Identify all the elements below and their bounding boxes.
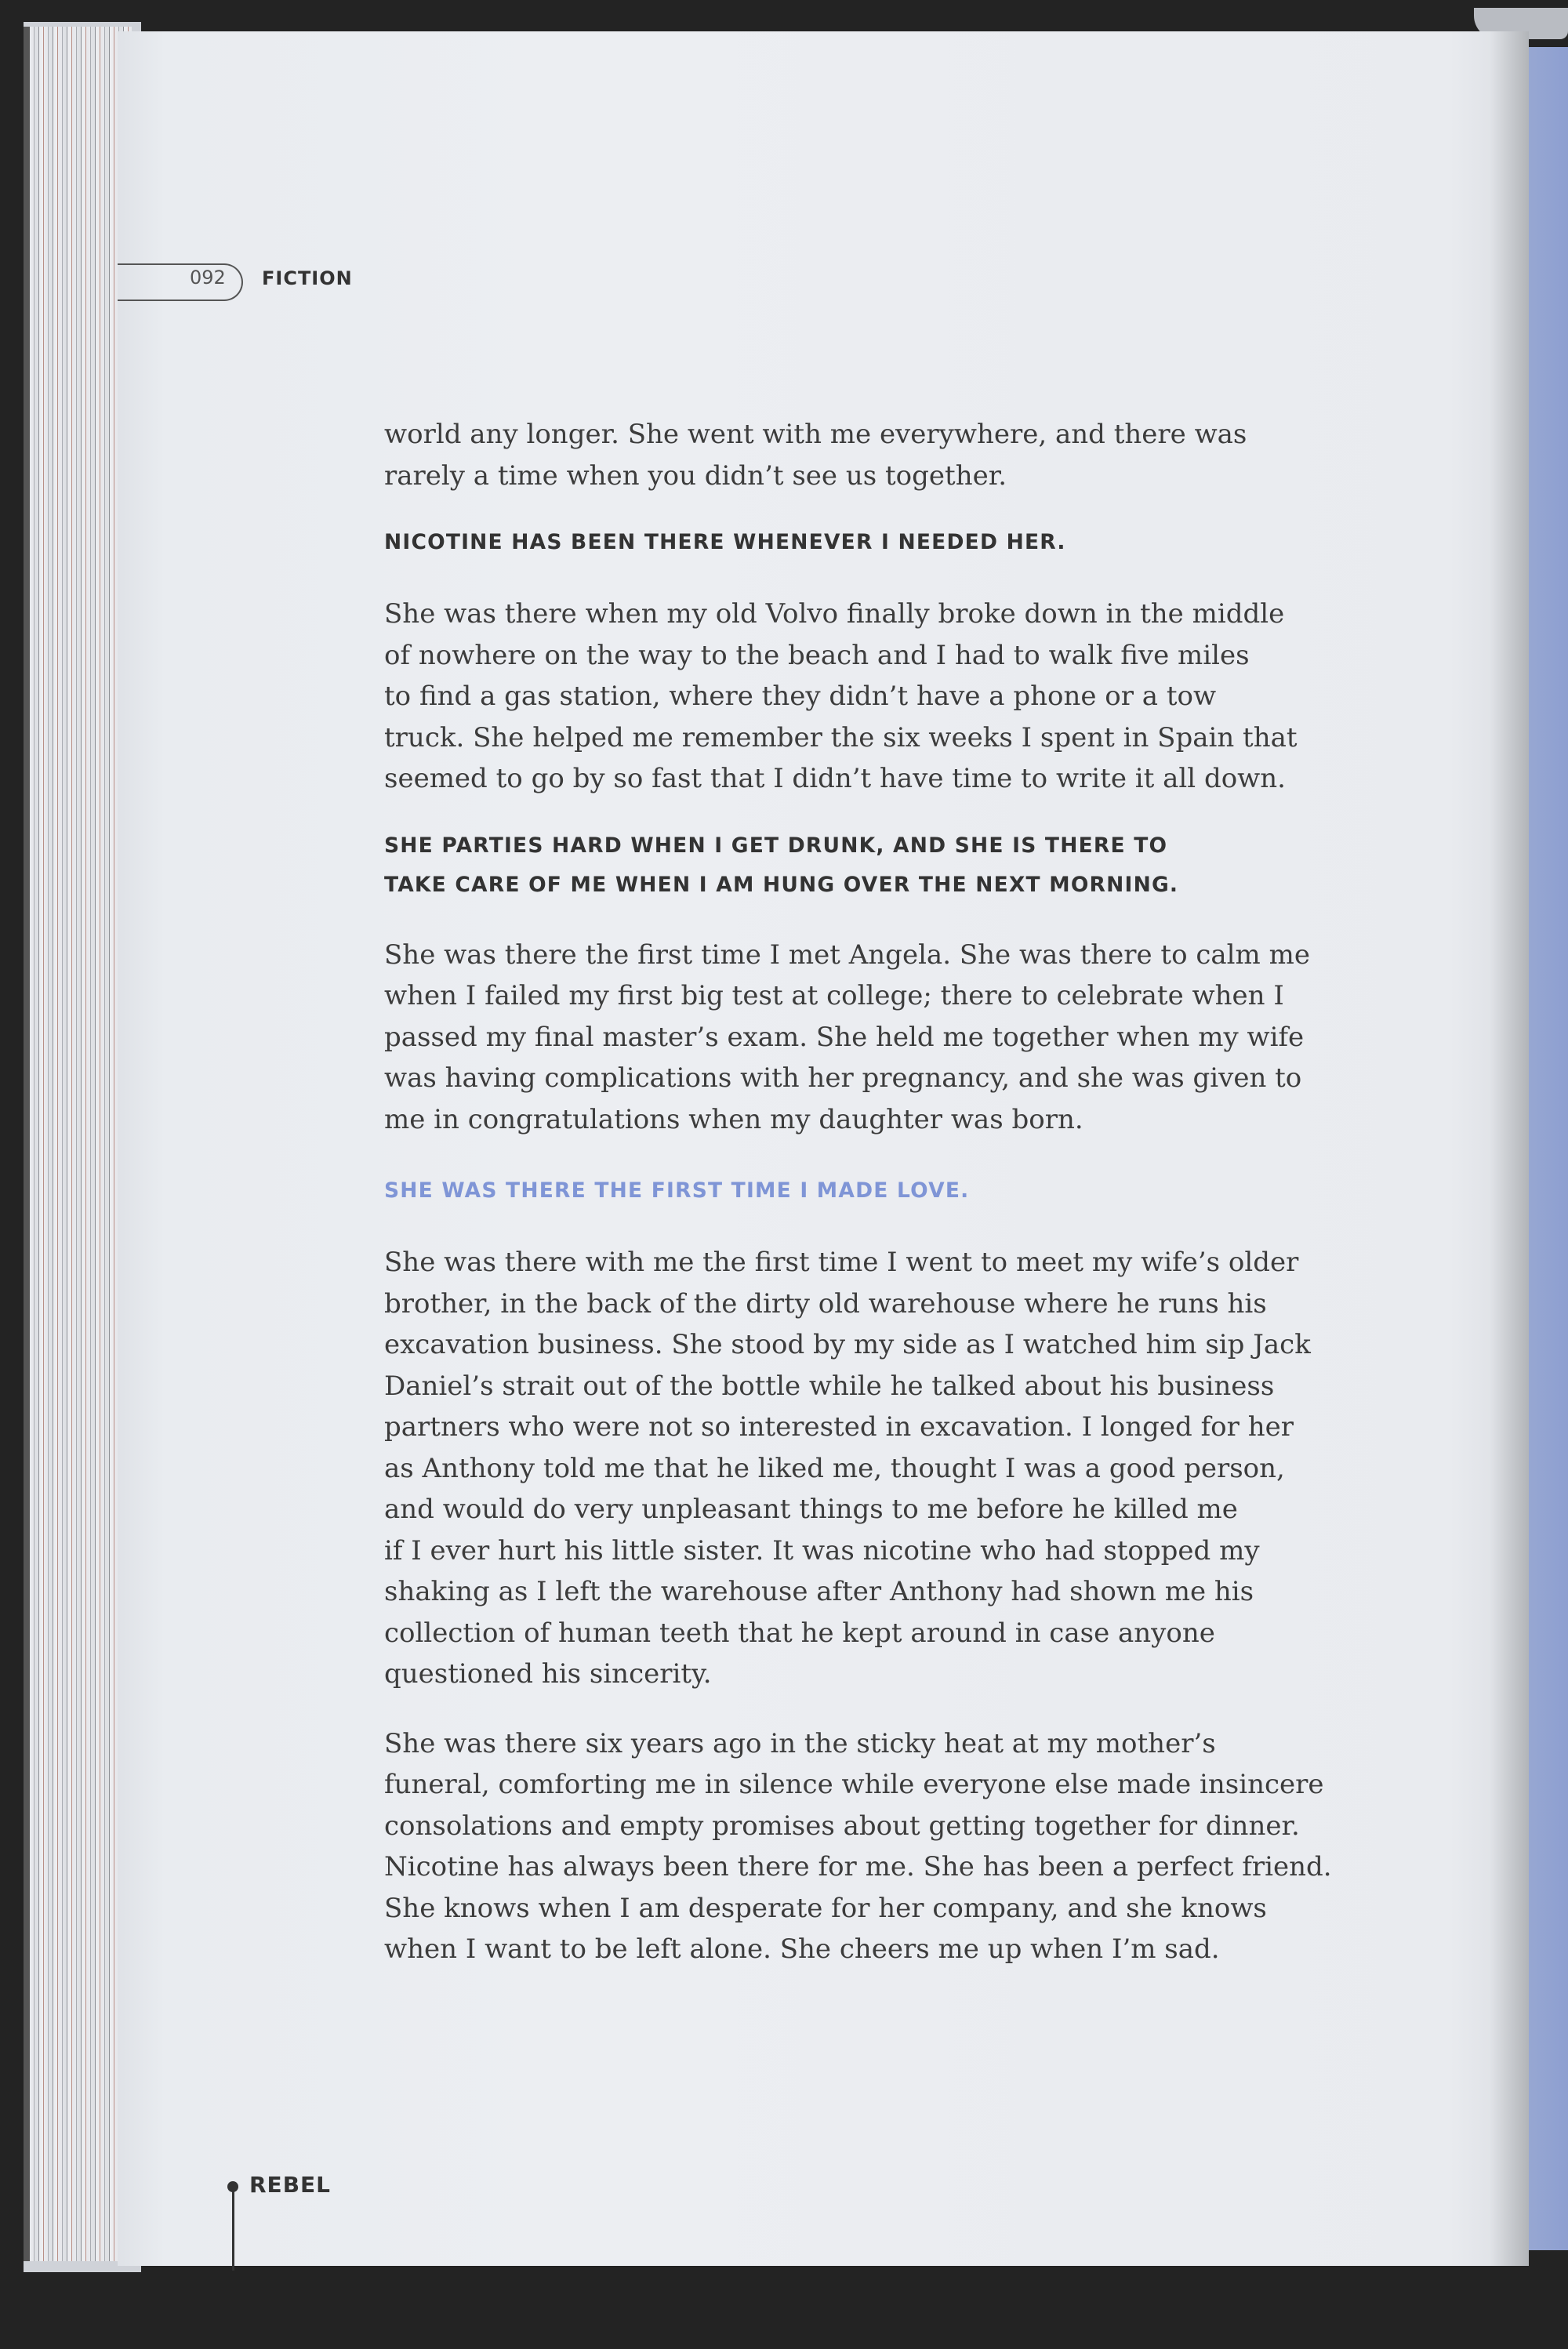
text-line: excavation business. She stood by my side as I watched him sip Jack <box>384 1329 1311 1360</box>
paragraph <box>384 935 1310 1141</box>
text-line: shaking as I left the warehouse after Anthony had shown me his <box>384 1576 1254 1607</box>
text-line: and would do very unpleasant things to me before he killed me <box>384 1494 1238 1525</box>
text-line: rarely a time when you didn’t see us together. <box>384 459 1007 492</box>
text-line: when I want to be left alone. She cheers me up when I’m sad. <box>384 1933 1220 1965</box>
text-line: She knows when I am desperate for her company, and she knows <box>384 1892 1267 1924</box>
text-line: She was there the first time I met Angela. She was there to calm me <box>384 939 1310 971</box>
pull-quote-heading-blue <box>384 1171 1207 1211</box>
footer-label: REBEL <box>249 2172 331 2198</box>
text-line: if I ever hurt his little sister. It was nicotine who had stopped my <box>384 1534 1260 1567</box>
text-line: consolations and empty promises about getting together for dinner. <box>384 1810 1300 1842</box>
text-line: truck. She helped me remember the six weeks I spent in Spain that <box>384 721 1298 753</box>
paragraph <box>384 1242 1311 1695</box>
paragraph <box>384 594 1298 800</box>
text-line: funeral, comforting me in silence while everyone else made insincere <box>384 1769 1324 1800</box>
text-line: seemed to go by so fast that I didn’t have time to write it all down. <box>384 763 1286 794</box>
pull-quote-heading <box>384 826 1207 905</box>
pull-quote-heading <box>384 523 1207 562</box>
text-line: She was there six years ago in the sticky heat at my mother’s <box>384 1727 1216 1759</box>
heading-line: TAKE CARE OF ME WHEN I AM HUNG OVER THE NEXT MORNING. <box>384 872 1179 897</box>
text-line: was having complications with her pregnancy, and she was given to <box>384 1062 1302 1094</box>
text-line: me in congratulations when my daughter was born. <box>384 1103 1083 1135</box>
text-line: questioned his sincerity. <box>384 1658 712 1690</box>
next-page-edge <box>1525 47 1568 2250</box>
text-line: partners who were not so interested in excavation. I longed for her <box>384 1411 1294 1443</box>
section-label: FICTION <box>262 267 353 289</box>
text-line: of nowhere on the way to the beach and I had to walk five miles <box>384 639 1250 671</box>
heading-line: SHE WAS THERE THE FIRST TIME I MADE LOVE. <box>384 1178 970 1203</box>
article-body <box>384 414 1332 1970</box>
text-line: She was there when my old Volvo finally broke down in the middle <box>384 598 1285 630</box>
text-line: She was there with me the first time I went to meet my wife’s older <box>384 1247 1299 1278</box>
text-line: world any longer. She went with me everywhere, and there was <box>384 419 1247 450</box>
text-line: Daniel’s strait out of the bottle while he talked about his business <box>384 1370 1275 1402</box>
paragraph <box>384 1723 1332 1970</box>
heading-line: SHE PARTIES HARD WHEN I GET DRUNK, AND SHE IS THERE TO <box>384 833 1168 858</box>
text-line: brother, in the back of the dirty old warehouse where he runs his <box>384 1287 1267 1320</box>
text-line: passed my final master’s exam. She held me together when my wife <box>384 1021 1305 1053</box>
text-line: collection of human teeth that he kept around in case anyone <box>384 1617 1215 1649</box>
text-line: when I failed my first big test at college; there to celebrate when I <box>384 980 1284 1011</box>
page-stack-shadow <box>24 27 30 2261</box>
page-stack <box>30 27 132 2261</box>
page-number: 092 <box>190 267 226 289</box>
heading-line: NICOTINE HAS BEEN THERE WHENEVER I NEEDED HER. <box>384 530 1066 554</box>
text-line: to find a gas station, where they didn’t have a phone or a tow <box>384 681 1217 712</box>
footer-rule <box>232 2183 234 2271</box>
text-line: Nicotine has always been there for me. She has been a perfect friend. <box>384 1851 1332 1882</box>
text-line: as Anthony told me that he liked me, thought I was a good person, <box>384 1452 1285 1484</box>
spine-shadow <box>1490 31 1529 2266</box>
paragraph <box>384 414 1247 496</box>
